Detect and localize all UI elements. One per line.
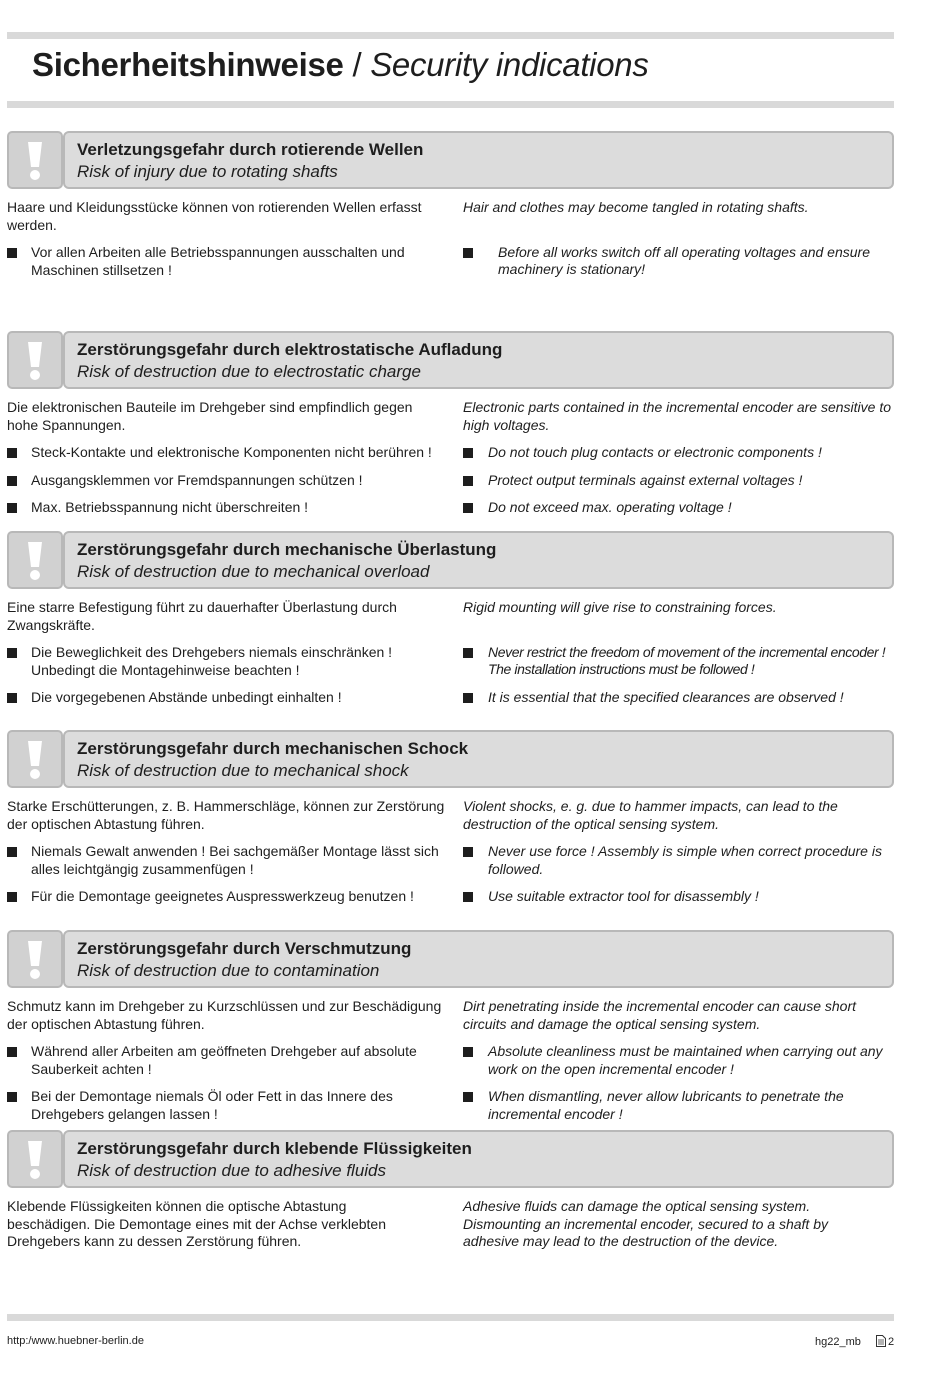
bullet-square-icon bbox=[7, 1092, 17, 1102]
bullet-square-icon bbox=[7, 248, 17, 258]
bullet-square-icon bbox=[7, 448, 17, 458]
list-item bbox=[463, 472, 893, 490]
page-title-separator: / bbox=[352, 46, 362, 83]
list-item-text: Before all works switch off all operating voltages and ensure machinery is stationary! bbox=[498, 243, 870, 277]
title-rule bbox=[7, 101, 894, 108]
list-item bbox=[7, 499, 447, 517]
page-title-de: Sicherheitshinweise bbox=[32, 46, 344, 83]
column-german bbox=[7, 199, 447, 279]
column-english bbox=[463, 599, 893, 706]
bullet-square-icon bbox=[463, 1047, 473, 1057]
exclamation-icon bbox=[25, 141, 45, 181]
heading-en: Risk of destruction due to contamination bbox=[77, 961, 380, 980]
intro-text: Haare und Kleidungsstücke können von rotierenden Wellen erfasst werden. bbox=[7, 199, 422, 233]
bullet-square-icon bbox=[7, 503, 17, 513]
column-english bbox=[463, 199, 893, 279]
bullet-square-icon bbox=[463, 503, 473, 513]
section-heading bbox=[63, 531, 894, 589]
column-english bbox=[463, 798, 893, 906]
heading-de: Verletzungsgefahr durch rotierende Wellen bbox=[77, 140, 424, 159]
list-item-text: Bei der Demontage niemals Öl oder Fett in das Innere des Drehgebers gelangen lassen ! bbox=[31, 1088, 393, 1122]
list-item-text: Ausgangsklemmen vor Fremdspannungen schützen ! bbox=[31, 471, 363, 488]
list-item bbox=[463, 1043, 893, 1078]
intro-text: Hair and clothes may become tangled in rotating shafts. bbox=[463, 199, 809, 215]
section-heading bbox=[63, 1130, 894, 1188]
list-item-text: Für die Demontage geeignetes Auspresswerkzeug benutzen ! bbox=[31, 888, 414, 904]
bullet-square-icon bbox=[463, 847, 473, 857]
list-item-text: Never restrict the freedom of movement of the incremental encoder ! The installation instructions must be followed ! bbox=[488, 643, 886, 677]
footer-url[interactable]: http:/www.huebner-berlin.de bbox=[7, 1335, 144, 1347]
list-item bbox=[7, 644, 447, 679]
column-german bbox=[7, 399, 447, 517]
heading-de: Zerstörungsgefahr durch elektrostatische Aufladung bbox=[77, 340, 503, 359]
intro-text: Adhesive fluids can damage the optical sensing system. Dismounting an incremental encoder, secured to a shaft by adhesive may lead to the destruction of the device. bbox=[463, 1198, 828, 1249]
warning-box bbox=[7, 131, 63, 189]
section-heading bbox=[63, 930, 894, 988]
list-item-text: Do not exceed max. operating voltage ! bbox=[488, 499, 732, 515]
column-german bbox=[7, 998, 447, 1123]
list-item-text: Während aller Arbeiten am geöffneten Drehgeber auf absolute Sauberkeit achten ! bbox=[31, 1043, 417, 1077]
list-item-text: Die vorgegebenen Abstände unbedingt einhalten ! bbox=[31, 689, 342, 705]
list-item bbox=[7, 1088, 447, 1123]
heading-de: Zerstörungsgefahr durch mechanische Überlastung bbox=[77, 540, 497, 559]
page-title-en: Security indications bbox=[370, 46, 649, 83]
intro-text: Schmutz kann im Drehgeber zu Kurzschlüssen und zur Beschädigung der optischen Abtastung führen. bbox=[7, 998, 442, 1032]
list-item-text: Vor allen Arbeiten alle Betriebsspannungen ausschalten und Maschinen stillsetzen ! bbox=[31, 244, 405, 278]
bullet-square-icon bbox=[463, 892, 473, 902]
intro-text: Rigid mounting will give rise to constraining forces. bbox=[463, 599, 777, 615]
list-item bbox=[463, 444, 893, 462]
warning-box bbox=[7, 730, 63, 788]
list-item-text: When dismantling, never allow lubricants to penetrate the incremental encoder ! bbox=[488, 1088, 844, 1122]
heading-de: Zerstörungsgefahr durch mechanischen Schock bbox=[77, 739, 469, 758]
page-title bbox=[32, 46, 649, 84]
intro-text: Electronic parts contained in the incremental encoder are sensitive to high voltages. bbox=[463, 399, 892, 433]
list-item bbox=[7, 244, 447, 279]
intro-text: Eine starre Befestigung führt zu dauerhafter Überlastung durch Zwangskräfte. bbox=[7, 599, 397, 633]
bullet-square-icon bbox=[7, 648, 17, 658]
bullet-square-icon bbox=[7, 693, 17, 703]
list-item-text: Die Beweglichkeit des Drehgebers niemals einschränken ! Unbedingt die Montagehinweise beachten ! bbox=[31, 644, 393, 678]
page-icon bbox=[876, 1335, 886, 1347]
list-item bbox=[463, 244, 893, 279]
list-item bbox=[463, 843, 893, 878]
bullet-square-icon bbox=[7, 1047, 17, 1057]
bullet-square-icon bbox=[463, 1092, 473, 1102]
bullet-square-icon bbox=[463, 448, 473, 458]
intro-text: Violent shocks, e. g. due to hammer impacts, can lead to the destruction of the optical sensing system. bbox=[463, 798, 838, 832]
section-heading bbox=[63, 730, 894, 788]
exclamation-icon bbox=[25, 940, 45, 980]
heading-en: Risk of destruction due to mechanical shock bbox=[77, 761, 409, 780]
exclamation-icon bbox=[25, 1140, 45, 1180]
section-heading bbox=[63, 331, 894, 389]
intro-text: Dirt penetrating inside the incremental encoder can cause short circuits and damage the optical sensing system. bbox=[463, 998, 856, 1032]
list-item-text: Do not touch plug contacts or electronic components ! bbox=[488, 444, 822, 460]
list-item bbox=[7, 843, 447, 878]
column-english bbox=[463, 399, 893, 517]
column-german bbox=[7, 1198, 417, 1251]
bullet-square-icon bbox=[7, 892, 17, 902]
column-english bbox=[463, 998, 893, 1123]
heading-en: Risk of destruction due to adhesive fluids bbox=[77, 1161, 387, 1180]
intro-text: Klebende Flüssigkeiten können die optische Abtastung beschädigen. Die Demontage eines mit der Achse verklebten Drehgebers kann zu dessen Zerstörung führen. bbox=[7, 1198, 386, 1249]
heading-en: Risk of destruction due to mechanical overload bbox=[77, 562, 430, 581]
bullet-square-icon bbox=[7, 476, 17, 486]
exclamation-icon bbox=[25, 341, 45, 381]
exclamation-icon bbox=[25, 740, 45, 780]
list-item bbox=[7, 444, 447, 462]
warning-box bbox=[7, 531, 63, 589]
list-item bbox=[463, 499, 893, 517]
column-english bbox=[463, 1198, 863, 1251]
list-item bbox=[463, 689, 893, 707]
list-item-text: It is essential that the specified clearances are observed ! bbox=[488, 688, 844, 705]
list-item bbox=[7, 1043, 447, 1078]
heading-en: Risk of injury due to rotating shafts bbox=[77, 162, 338, 181]
list-item-text: Niemals Gewalt anwenden ! Bei sachgemäßer Montage lässt sich alles leichtgängig zusammenfügen ! bbox=[31, 843, 439, 877]
exclamation-icon bbox=[25, 541, 45, 581]
list-item bbox=[7, 689, 447, 707]
bullet-square-icon bbox=[463, 648, 473, 658]
column-german bbox=[7, 599, 447, 707]
list-item-text: Absolute cleanliness must be maintained when carrying out any work on the open incremental encoder ! bbox=[488, 1043, 883, 1077]
top-rule bbox=[7, 32, 894, 39]
intro-text: Starke Erschütterungen, z. B. Hammerschläge, können zur Zerstörung der optischen Abtastung führen. bbox=[7, 798, 445, 832]
bullet-square-icon bbox=[7, 847, 17, 857]
list-item-text: Use suitable extractor tool for disassembly ! bbox=[488, 888, 759, 904]
list-item bbox=[7, 472, 447, 490]
bullet-square-icon bbox=[463, 248, 473, 258]
list-item-text: Max. Betriebsspannung nicht überschreiten ! bbox=[31, 499, 309, 515]
list-item bbox=[7, 888, 447, 906]
heading-de: Zerstörungsgefahr durch Verschmutzung bbox=[77, 939, 412, 958]
list-item bbox=[463, 888, 893, 906]
intro-text: Die elektronischen Bauteile im Drehgeber sind empfindlich gegen hohe Spannungen. bbox=[7, 399, 413, 433]
list-item bbox=[463, 644, 893, 679]
warning-box bbox=[7, 1130, 63, 1188]
bullet-square-icon bbox=[463, 693, 473, 703]
heading-en: Risk of destruction due to electrostatic charge bbox=[77, 362, 421, 381]
column-german bbox=[7, 798, 447, 906]
warning-box bbox=[7, 930, 63, 988]
list-item-text: Steck-Kontakte und elektronische Komponenten nicht berühren ! bbox=[31, 444, 432, 460]
list-item bbox=[463, 1088, 893, 1123]
list-item-text: Never use force ! Assembly is simple when correct procedure is followed. bbox=[488, 843, 882, 877]
footer-rule bbox=[7, 1314, 894, 1321]
heading-de: Zerstörungsgefahr durch klebende Flüssigkeiten bbox=[77, 1139, 472, 1158]
warning-box bbox=[7, 331, 63, 389]
list-item-text: Protect output terminals against external voltages ! bbox=[488, 471, 803, 488]
page-number: 2 bbox=[888, 1336, 895, 1348]
section-heading bbox=[63, 131, 894, 189]
document-code: hg22_mb bbox=[815, 1336, 861, 1348]
bullet-square-icon bbox=[463, 476, 473, 486]
